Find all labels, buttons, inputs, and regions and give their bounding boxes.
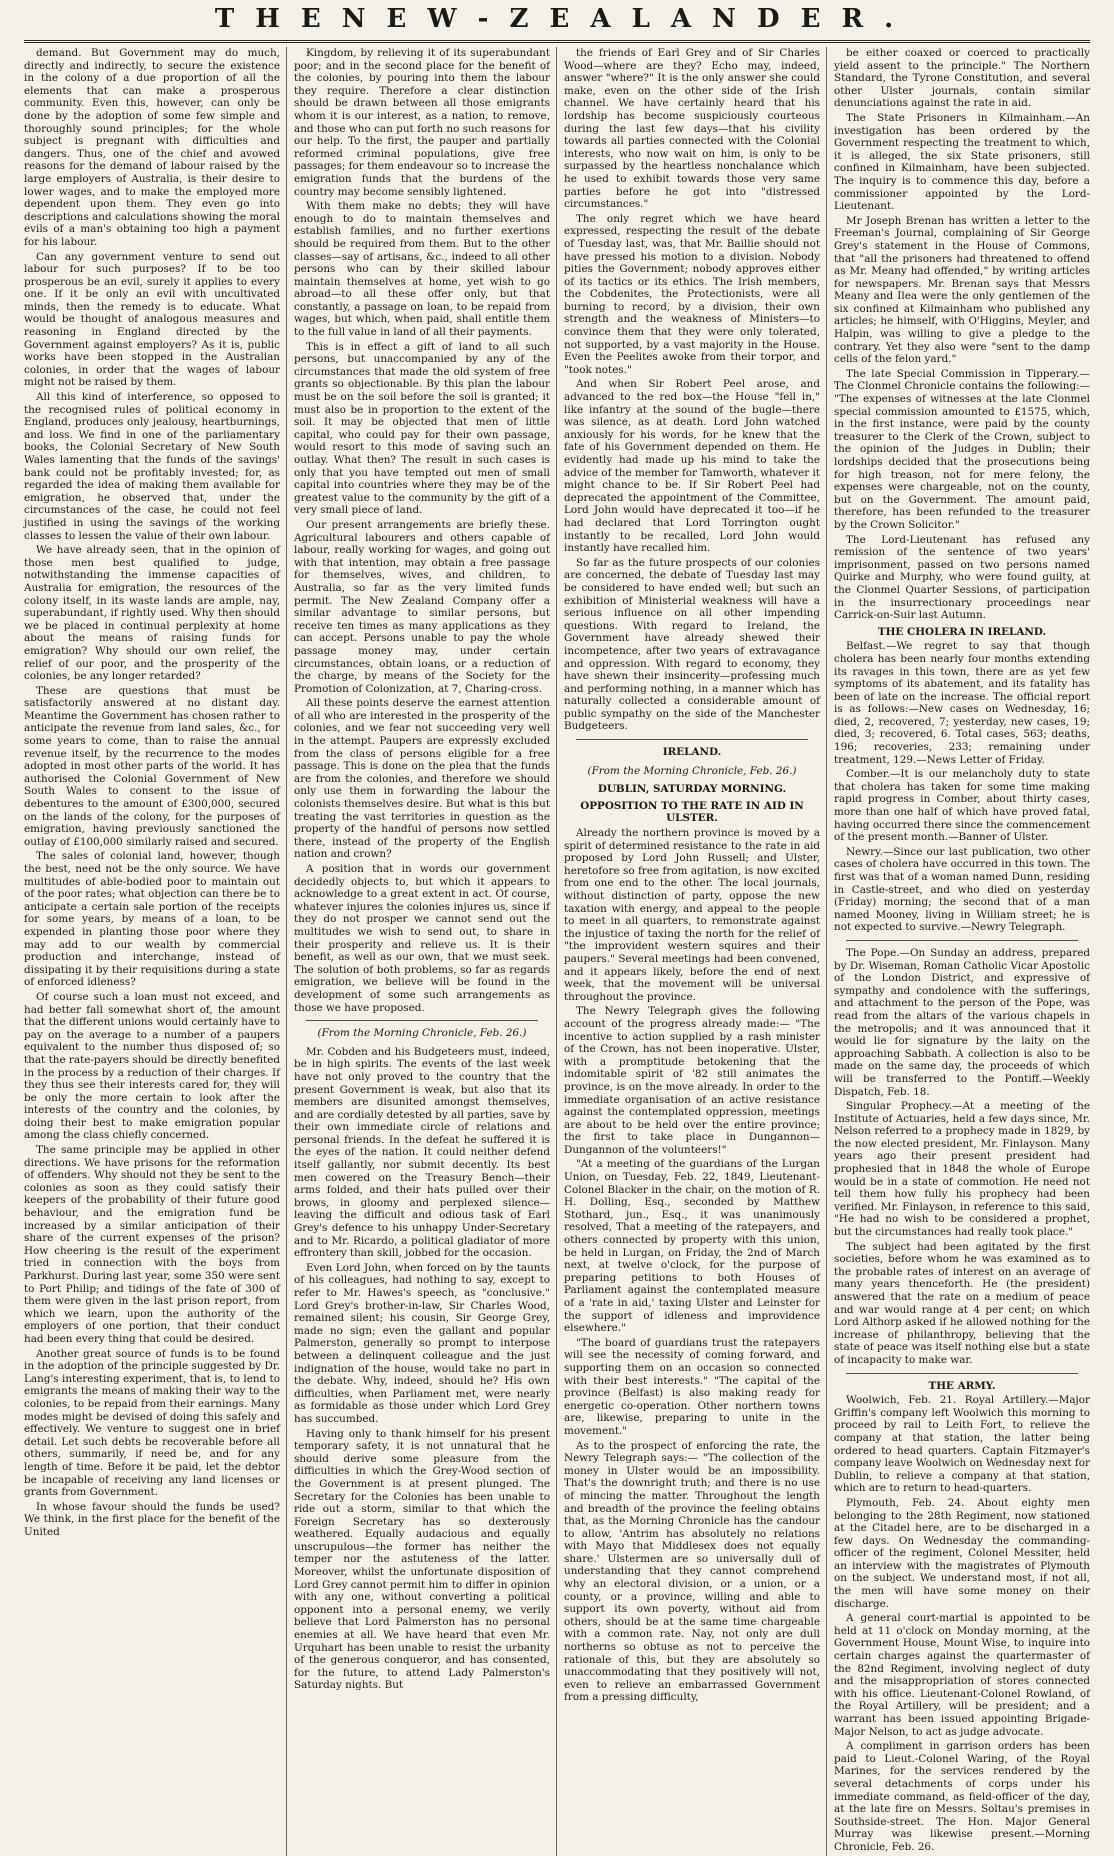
masthead-rule — [24, 40, 1090, 43]
article-paragraph: The late Special Commission in Tipperary.—The Clonmel Chronicle contains the following:— "The expenses of witnesses at the late Clonmel special commission amounted to £1575, which, in the first instance, were paid by the county treasurer to the Clerk of the Crown, subject to the opinion of the Judges in Dublin; their lordships decided that the prosecutions being for high treason, not for mere felony, the expenses were chargeable, not on the county, but on the Government. The amount paid, therefore, has been refunded to the treasurer by the Crown Solicitor." — [834, 367, 1090, 531]
article-paragraph: "At a meeting of the guardians of the Lurgan Union, on Tuesday, Feb. 22, 1849, Lieutenant-Colonel Blacker in the chair, on the motion of R. H. Dolling, Esq., seconded by Matthew Stothard, jun., Esq., it was unanimously resolved, That a meeting of the ratepayers, and others connected by property with this union, be held in Lurgan, on Friday, the 2nd of March next, at twelve o'clock, for the purpose of preparing petitions to both Houses of Parliament against the contemplated measure of a 'rate in aid,' taxing Ulster and Leinster for the support of idleness and improvidence elsewhere." — [564, 1158, 820, 1335]
article-paragraph: The Newry Telegraph gives the following account of the progress already made:— "The incentive to action supplied by a rash minister of the Crown, has not been inoperative. Ulster, with a promptitude betokening that the indomitable spirit of '82 still animates the province, is on the move already. In order to the immediate organisation of an active resistance against the contemplated oppression, meetings are about to be held over the entire province; the first to take place in Dungannon—Dungannon of the volunteers!" — [564, 1005, 820, 1156]
article-paragraph: All these points deserve the earnest attention of all who are interested in the prosperity of the colonies, and we fear not succeeding very well in the attempt. Paupers are expressly excluded from the class of persons eligible for a free passage. This is done on the plea that the funds are from the colonies, and therefore we should only use them in forwarding the labour the colonists themselves desire. But what is this but treating the vast territories in question as the property of the handful of persons now settled there, instead of the property of the English nation and crown? — [294, 697, 550, 861]
article-paragraph: Plymouth, Feb. 24. About eighty men belonging to the 28th Regiment, now stationed at the Citadel here, are to be discharged in a few days. On Wednesday the commanding-officer of the regiment, Colonel Messiter, held an interview with the magistrates of Plymouth on the subject. We understand most, if not all, the men will have some money on their discharge. — [834, 1496, 1090, 1610]
article-paragraph: Can any government venture to send out labour for such purposes? If to be too prosperous be an evil, surely it applies to every one. If it be only an evil with uncultivated minds, then the remedy is to educate. What would be thought of analogous measures and reasoning in England directed by the Government against employers? As it is, public works have been stopped in the Australian colonies, in order that the wages of labour might not be raised by them. — [24, 250, 280, 389]
article-paragraph: Newry.—Since our last publication, two other cases of cholera have occurred in this town. The first was that of a woman named Dunn, residing in Castle-street, and who died on yesterday (Friday) morning; the second that of a man named Mooney, living in William street; he is not expected to survive.—Newry Telegraph. — [834, 845, 1090, 934]
section-heading: THE ARMY. — [928, 1379, 996, 1392]
column-divider-rule — [846, 1373, 1078, 1374]
article-paragraph: In whose favour should the funds be used? We think, in the first place for the benefit of the United — [24, 1500, 280, 1538]
article-paragraph: Having only to thank himself for his present temporary safety, it is not unnatural that he should derive some pleasure from the difficulties in which the Grey-Wood section of the Government is at present plunged. The Secretary for the Colonies has been unable to ride out a storm, similar to that which the Foreign Secretary has so dexterously weathered. Equally audacious and equally unscrupulous—the former has neither the temper nor the astuteness of the latter. Moreover, whilst the unfortunate disposition of Lord Grey cannot permit him to differ in opinion with any one, without converting a political opponent into a personal enemy, we verily believe that Lord Palmerston has no personal enemies at all. We have heard that even Mr. Urquhart has been unable to resist the urbanity of the generous conqueror, and has consented, for the future, to attend Lady Palmerston's Saturday nights. But — [294, 1427, 550, 1692]
section-heading: IRELAND. — [662, 746, 722, 759]
article-paragraph: Even Lord John, when forced on by the taunts of his colleagues, had nothing to say, except to refer to Mr. Hawes's speech, as "conclusive." Lord Grey's brother-in-law, Sir Charles Wood, remained silent; his cousin, Sir George Grey, made no sign; even the gallant and popular Palmerston, generally so prompt to interpose between a delinquent colleague and the just indignation of the house, would take no part in the debate. Why, indeed, should he? His own difficulties, when Parliament met, were nearly as formidable as those under which Lord Grey has succumbed. — [294, 1261, 550, 1425]
article-paragraph: The Lord-Lieutenant has refused any remission of the sentence of two years' imprisonment, passed on two persons named Quirke and Murphy, who were found guilty, at the Clonmel Quarter Sessions, of participation in the insurrectionary proceedings near Carrick-on-Suir last Autumn. — [834, 533, 1090, 622]
article-paragraph: Mr Joseph Brenan has written a letter to the Freeman's Journal, complaining of Sir George Grey's statement in the House of Commons, that "all the prisoners had threatened to offend as Mr. Meany had offended," by writing articles for newspapers. Mr. Brenan says that Messrs Meany and Ilea were the only gentlemen of the six confined at Kilmainham who published any articles; he himself, with O'Higgins, Meyler, and Halpin, was willing to give a pledge to the contrary. Yet they also were "sent to the damp cells of the felon yard." — [834, 214, 1090, 366]
article-paragraph: A position that in words our government decidedly objects to, but which it appears to acknowledge to a great extent in act. Of course, whatever injures the colonies injures us, since if they do not prosper we cannot send out the multitudes we wish to send out, to share in their prosperity and relieve us. It is their benefit, as well as our own, that we must seek. The solution of both problems, so far as regards emigration, we believe will be found in the development of some such arrangements as those we have proposed. — [294, 863, 550, 1014]
article-paragraph: The Pope.—On Sunday an address, prepared by Dr. Wiseman, Roman Catholic Vicar Apostolic of the London District, and expressive of sympathy and condolence with the sufferings, and attachment to the person of the Pope, was read from the altars of the various chapels in the metropolis; and it was announced that it would lie for signature by the laity on the approaching Sabbath. A collection is also to be made on the same day, the proceeds of which will be transferred to the Pontiff.—Weekly Dispatch, Feb. 18. — [834, 946, 1090, 1098]
article-paragraph: Our present arrangements are briefly these. Agricultural labourers and others capable of labour, really working for wages, and going out with that intention, may obtain a free passage for themselves, wives, and children, to Australia, so far as the very limited funds permit. The New Zealand Company offer a similar advantage to similar persons, but receive ten times as many applications as they can accept. Persons unable to pay the whole passage money may, under certain circumstances, obtain loans, or a reduction of the charge, by means of the Society for the Promotion of Colonization, at 7, Charing-cross. — [294, 518, 550, 695]
column-divider-rule — [306, 1020, 538, 1021]
article-paragraph: the friends of Earl Grey and of Sir Charles Wood—where are they? Echo may, indeed, answer "where?" It is the only answer she could make, even on the other side of the Irish channel. We have certainly heard that his lordship has become suspiciously courteous during the last few days—that his civility towards all parties connected with the Colonial interests, who now wait on him, is only to be surpassed by the heartless nonchalance which he used to exhibit towards those very same parties before he got into "distressed circumstances." — [564, 47, 820, 211]
article-paragraph: These are questions that must be satisfactorily answered at no distant day. Meantime the Government has chosen rather to anticipate the revenue from land sales, &c., for some years to come, than to raise the annual revenue itself, by the recurrence to the modes adopted in most other parts of the world. It has authorised the Colonial Government of New South Wales to consent to the issue of debentures to the amount of £300,000, secured on the lands of the colony, for the purposes of emigration, having previously sanctioned the outlay of £100,000 similarly raised and secured. — [24, 684, 280, 848]
article-paragraph: Belfast.—We regret to say that though cholera has been nearly four months extending its ravages in this town, there are as yet few symptoms of its abatement, and its fatality has been of late on the increase. The official report is as follows:—New cases on Wednesday, 16; died, 2, recovered, 7; yesterday, new cases, 19; died, 3; recovered, 6. Total cases, 563; deaths, 196; recoveries, 233; remaining under treatment, 129.—News Letter of Friday. — [834, 640, 1090, 766]
column-divider-rule — [576, 739, 808, 740]
section-heading: THE CHOLERA IN IRELAND. — [877, 625, 1047, 638]
section-heading: OPPOSITION TO THE RATE IN AID IN ULSTER. — [580, 799, 804, 825]
column-divider-rule — [846, 940, 1078, 941]
article-paragraph: Mr. Cobden and his Budgeteers must, indeed, be in high spirits. The events of the last week have not only proved to the country that the present Government is weak, but also that its members are disunited amongst themselves, and are cordially detested by all parties, save by their own immediate circle of relations and personal friends. In the defeat he suffered it is the eyes of the nation. It could neither defend itself gallantly, nor submit decently. Its best men cowered on the Treasury Bench—their arms folded, and their hats pulled over their brows, in gloomy and perplexed silence—leaving the difficult and odious task of Earl Grey's defence to his unhappy Under-Secretary and to Mr. Ricardo, a political gladiator of more effrontery than skill, jobbed for the occasion. — [294, 1045, 550, 1260]
article-paragraph: A general court-martial is appointed to be held at 11 o'clock on Monday morning, at the Government House, Mount Wise, to inquire into certain charges against the quartermaster of the 82nd Regiment, involving neglect of duty and the misappropriation of stores connected with his office. Lieutenant-Colonel Rowland, of the Royal Artillery, will be president; and a warrant has been issued appointing Brigade-Major Nelson, to act as judge advocate. — [834, 1612, 1090, 1738]
article-paragraph: Kingdom, by relieving it of its superabundant poor; and in the second place for the benefit of the colonies, by pouring into them the labour they require. Therefore a clear distinction should be drawn between all those emigrants whom it is our interest, as a nation, to remove, and those who can put forth no such reasons for our help. To the first, the pauper and partially reformed criminal populations, give free passages; for them endeavour so to increase the emigration funds that the burdens of the country may become sensibly lightened. — [294, 47, 550, 198]
section-heading: DUBLIN, SATURDAY MORNING. — [597, 783, 787, 796]
article-paragraph: Another great source of funds is to be found in the adoption of the principle suggested by Dr. Lang's interesting experiment, that is, to lend to emigrants the means of making their way to the colonies, to be repaid from their earnings. Many modes might be devised of doing this safely and effectively. We venture to suggest one in brief detail. Let such debts be recoverable before all others, summarily, if need be, and for any length of time. Before it be paid, let the debtor be incapable of receiving any land licenses or grants from Government. — [24, 1347, 280, 1499]
article-paragraph: The sales of colonial land, however, though the best, need not be the only source. We have multitudes of able-bodied poor to maintain out of the poor rates; what objection can there be to anticipate a certain sale portion of the receipts for some years, by means of a loan, to be expended in planting those poor where they may add to our wealth by commercial production and interchange, instead of dissipating it by their requisitions during a state of enforced idleness? — [24, 850, 280, 989]
article-paragraph: This is in effect a gift of land to all such persons, but unaccompanied by any of the circumstances that made the old system of free grants so objectionable. By this plan the labour must be on the soil before the soil is granted; it must also be in proportion to the extent of the soil. It may be objected that men of little capital, who could pay for their own passage, would resort to this mode of saving such an outlay. What then? The result in such cases is only that you have tempted out men of small capital into countries where they may be of the greatest value to the community by the gift of a very small piece of land. — [294, 340, 550, 517]
column-4 — [834, 47, 1090, 1856]
column-3 — [564, 47, 820, 1856]
article-paragraph: demand. But Government may do much, directly and indirectly, to secure the existence in the colony of a due proportion of all the elements that can make a prosperous community. Even this, however, can only be done by the adoption of some few simple and thoroughly sound principles; for the whole subject is pregnant with difficulties and dangers. Thus, one of the chief and avowed reasons for the demand of labour raised by the large employers of Australia, is their desire to lower wages, and to make the employed more dependent upon them. They even go into descriptions and calculations showing the moral evils of a man's obtaining too high a payment for his labour. — [24, 47, 280, 248]
article-paragraph: The subject had been agitated by the first societies, before whom he was examined as to the probable rates of interest on an average of many years thenceforth. He (the president) answered that the rate on a medium of peace and war would range at 4 per cent; on which Lord Althorp asked if he allowed nothing for the increase of philanthropy, believing that the state of peace was itself nothing else but a state of incapacity to make war. — [834, 1240, 1090, 1366]
article-paragraph: We have already seen, that in the opinion of those men best qualified to judge, notwithstanding the immense capacities of Australia for emigration, the resources of the colony itself, in its waste lands are ample, nay, superabundant, if rightly used. Why then should we be placed in continual perplexity at home about the means of raising funds for emigration? Why should our own relief, the relief of our poor, and the prosperity of the colonies, be any longer retarded? — [24, 544, 280, 683]
column-2 — [294, 47, 550, 1856]
article-paragraph: And when Sir Robert Peel arose, and advanced to the red box—the House "fell in," like infantry at the sound of the bugle—there was silence, as at death. Lord John watched anxiously for his words, for he knew that the fate of his Government depended on them. He evidently had made up his mind to take the advice of the member for Tamworth, whatever it might chance to be. If Sir Robert Peel had deprecated the appointment of the Committee, Lord John would have deprecated it too—if he had declared that Lord Torrington ought instantly to be recalled, Lord John would instantly have recalled him. — [564, 378, 820, 555]
article-paragraph: The same principle may be applied in other directions. We have prisons for the reformation of offenders. Why should not they be sent to the colonies as soon as they could satisfy their keepers of the probability of their future good behaviour, and the emigration fund be increased by a similar anticipation of their share of the current expenses of the prison? How cheering is the result of the experiment tried in connection with the boys from Parkhurst. During last year, some 350 were sent to Port Philip; and tidings of the fate of 300 of them were given in the last prison report, from which we learn, upon the authority of the employers of one portion, that their conduct had been every thing that could be desired. — [24, 1144, 280, 1345]
article-paragraph: As to the prospect of enforcing the rate, the Newry Telegraph says:— "The collection of the money in Ulster would be an impossibility. That's the downright truth; and there is no use of mincing the matter. Throughout the length and breadth of the province the feeling obtains that, as the Morning Chronicle has the candour to allow, 'Antrim has absolutely no relations with Mayo that Middlesex does not equally share.' Ulstermen are so universally dull of understanding that they cannot comprehend why an electoral division, or a union, or a county, or a province, willing and able to support its own poverty, without aid from others, should be at the same time chargeable with a common rate. Nay, not only are dull northerns so obtuse as not to perceive the rationale of this, but they are absolutely so unaccommodating that they positively will not, even to relieve an embarrassed Government from a pressing difficulty, — [564, 1439, 820, 1704]
masthead-title: T H E N E W - Z E A L A N D E R . — [214, 4, 900, 34]
article-paragraph: The State Prisoners in Kilmainham.—An investigation has been ordered by the Government respecting the treatment to which, it is alleged, the six State prisoners, still confined in Kilmainham, have been subjected. The inquiry is to commence this day, before a commissioner appointed by the Lord-Lieutenant. — [834, 111, 1090, 213]
article-paragraph: With them make no debts; they will have enough to do to maintain themselves and establish families, and no further exertions should be required from them. But to the other classes—say of artisans, &c., indeed to all other persons who can by their skilled labour maintain themselves at home, yet wish to go abroad—to all these offer only, but that constantly, a passage on loan, to be repaid from wages, but which, when paid, shall entitle them to the full value in land of all their payments. — [294, 200, 550, 339]
article-paragraph: A compliment in garrison orders has been paid to Lieut.-Colonel Waring, of the Royal Marines, for the services rendered by the several detachments of corps under his immediate command, as field-officer of the day, at the late fire on Messrs. Soltau's premises in Southside-street. The Hon. Major General Murray was likewise present.—Morning Chronicle, Feb. 26. — [834, 1740, 1090, 1853]
column-1 — [24, 47, 280, 1856]
article-paragraph: So far as the future prospects of our colonies are concerned, the debate of Tuesday last may be considered to have ended well; but such an exhibition of Ministerial weakness will have a serious influence on all other impending questions. With regard to Ireland, the Government have already shewed their incompetence, after two years of extravagance and oppression. With regard to economy, they have shewn their insincerity—professing much and performing nothing, in a manner which has naturally collected a considerable amount of public sympathy on the side of the Manchester Budgeteers. — [564, 556, 820, 733]
article-paragraph: Singular Prophecy.—At a meeting of the Institute of Actuaries, held a few days since, Mr. Nelson referred to a prophecy made in 1829, by the now elected president, Mr. Finlayson. Many years ago their present president had prophesied that in 1848 the whole of Europe would be in a state of commotion. He need not tell them how fully his prophecy had been verified. Mr. Finlayson, in reference to this said, "He had no wish to be considered a prophet, but the circumstances had really took place." — [834, 1100, 1090, 1239]
article-paragraph: "The board of guardians trust the ratepayers will see the necessity of coming forward, and supporting them on an occasion so connected with their best interests." "The capital of the province (Belfast) is also making ready for energetic co-operation. Other northern towns are, likewise, preparing to unite in the movement." — [564, 1336, 820, 1437]
article-paragraph: All this kind of interference, so opposed to the recognised rules of political economy in England, produces only jealousy, heartburnings, and loss. We find in one of the parliamentary books, the Colonial Secretary of New South Wales lamenting that the funds of the savings' bank could not be profitably invested; for, as regarded the idea of making them available for emigration, he observed that, under the circumstances of the case, he could not feel justified in using the savings of the working classes to lessen the value of their own labour. — [24, 391, 280, 542]
source-citation: (From the Morning Chronicle, Feb. 26.) — [317, 1027, 527, 1040]
article-paragraph: Woolwich, Feb. 21. Royal Artillery.—Major Griffin's company left Woolwich this morning to proceed by rail to Leith Fort, to relieve the company at that station, the latter being ordered to head quarters. Captain Fitzmayer's company leave Woolwich on Wednesday next for Dublin, to relieve a company at that station, which are to return to head-quarters. — [834, 1394, 1090, 1495]
article-paragraph: The only regret which we have heard expressed, respecting the result of the debate of Tuesday last, was, that Mr. Baillie should not have pressed his motion to a division. Nobody pities the Government; nobody approves either of its tactics or its ethics. The Irish members, the Cobdenites, the Protectionists, were all burning to record, by a division, their own strength and the weakness of Ministers—to convince them that they were only tolerated, not supported, by a vast majority in the House. Even the Peelites awoke from their torpor, and "took notes." — [564, 212, 820, 376]
columns — [24, 47, 1090, 1853]
article-paragraph: Already the northern province is moved by a spirit of determined resistance to the rate in aid proposed by Lord John Russell; and Ulster, heretofore so free from agitation, is now excited from one end to the other. The local journals, without distinction of party, oppose the new taxation with energy, and appeal to the people to meet in all quarters, to remonstrate against the injustice of taxing the north for the relief of "the improvident western squires and their paupers." Several meetings had been convened, and it appears likely, before the end of next week, that the movement will be universal throughout the province. — [564, 827, 820, 1003]
source-citation: (From the Morning Chronicle, Feb. 26.) — [587, 764, 797, 777]
article-paragraph: Of course such a loan must not exceed, and had better fall somewhat short of, the amount that the different unions would certainly have to pay on the average to a number of a paupers equivalent to the number thus disposed of; so that the rate-payers should be directly benefited in the process by a reduction of their charges. If they thus see their interests cared for, they will be only the more certain to look after the interests of the country and the colonies, by doing their best to make emigration popular among the class chiefly concerned. — [24, 990, 280, 1142]
article-paragraph: be either coaxed or coerced to practically yield assent to the principle." The Northern Standard, the Tyrone Constitution, and several other Ulster journals, contain similar denunciations against the rate in aid. — [834, 47, 1090, 110]
article-paragraph: Comber.—It is our melancholy duty to state that cholera has taken for some time making rapid progress in Comber, about thirty cases, more than one half of which have proved fatal, having occurred there since the commencement of the present month.—Banner of Ulster. — [834, 768, 1090, 844]
